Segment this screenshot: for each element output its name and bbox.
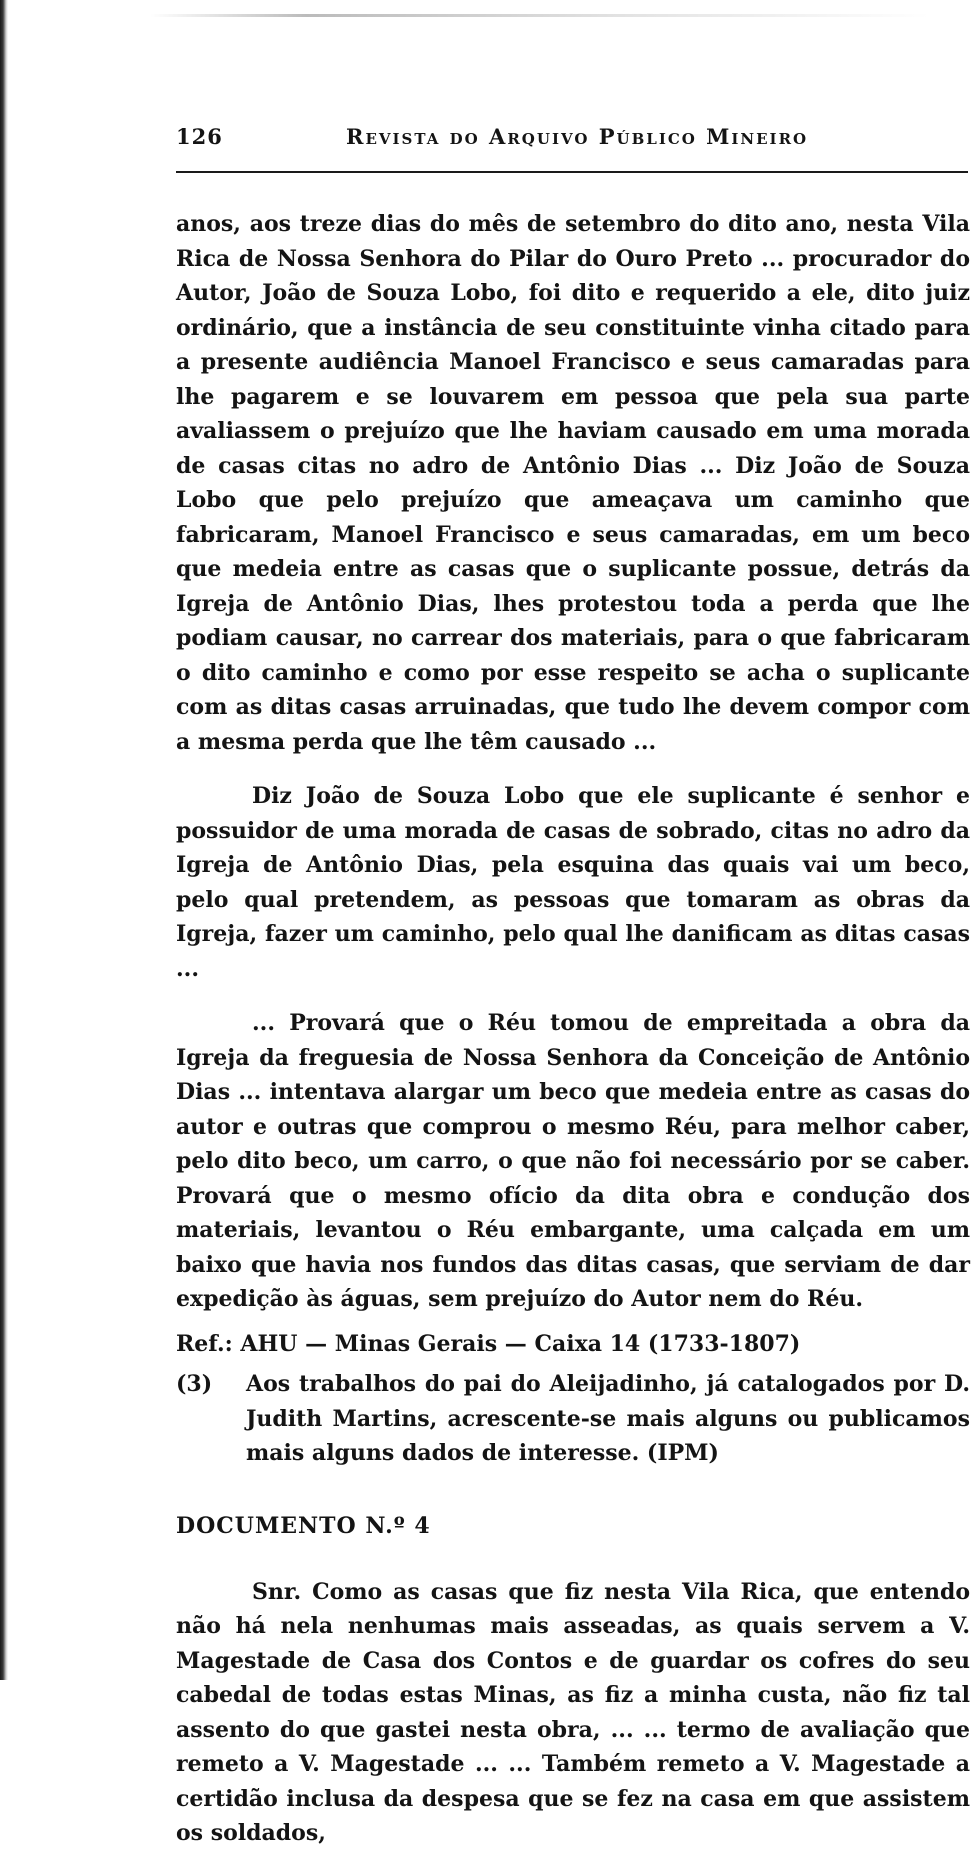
- body-paragraph-2: Diz João de Souza Lobo que ele suplicante é senhor e possuidor de uma morada de casas de sobrado, citas no adro da Igreja de Antônio Dias, pela esquina das quais vai um beco, pelo qual pretendem, as pessoas que tomaram as obras da Igreja, fazer um caminho, pelo qual lhe danificam as ditas casas ...: [176, 783, 970, 982]
- page-scan-edge: [0, 0, 8, 1680]
- body-paragraph-3: ... Provará que o Réu tomou de empreitada a obra da Igreja da freguesia de Nossa Senhora da Conceição de Antônio Dias ... intentava alargar um beco que medeia entre as casas do autor e outras que comprou o mesmo Réu, para melhor caber, pelo dito beco, um carro, o que não foi necessário por se caber. Provará que o mesmo ofício da dita obra e condução dos materiais, levantou o Réu embargante, uma calçada em um baixo que havia nos fundos das ditas casas, que serviam de dar expedição às águas, sem prejuízo do Autor nem do Réu.: [176, 1010, 970, 1312]
- reference-line: Ref.: AHU — Minas Gerais — Caixa 14 (1733-1807): [176, 1330, 801, 1357]
- scan-artifact: [150, 14, 930, 17]
- footnote: [176, 1367, 970, 1471]
- document-heading: DOCUMENTO N.º 4: [176, 1512, 431, 1539]
- document-paragraph: Snr. Como as casas que fiz nesta Vila Rica, que entendo não há nela nenhumas mais asseadas, as quais servem a V. Magestade de Casa dos Contos e de guardar os cofres do seu cabedal de todas estas Minas, as fiz a minha custa, não fiz tal assento do que gastei nesta obra, ... ... termo de avaliação que remeto a V. Magestade ... ... Também remeto a V. Magestade a certidão inclusa da despesa que se fez na casa em que assistem os soldados,: [176, 1578, 970, 1846]
- page-number: 126: [176, 124, 223, 149]
- journal-title: Revista do Arquivo Público Mineiro: [346, 124, 809, 149]
- footnote-number: (3): [176, 1371, 213, 1397]
- running-header: [176, 124, 970, 149]
- body-paragraph-1: anos, aos treze dias do mês de setembro do dito ano, nesta Vila Rica de Nossa Senhora do Pilar do Ouro Preto ... procurador do Autor, João de Souza Lobo, foi dito e requerido a ele, dito juiz ordinário, que a instância de seu constituinte vinha citado para a presente audiência Manoel Francisco e seus camaradas para lhe pagarem e se louvarem em pessoa que pela sua parte avaliassem o prejuízo que lhe haviam causado em uma morada de casas citas no adro de Antônio Dias ... Diz João de Souza Lobo que pelo prejuízo que ameaçava um caminho que fabricaram, Manoel Francisco e seus camaradas, em um beco que medeia entre as casas que o suplicante possue, detrás da Igreja de Antônio Dias, lhes protestou toda a perda que lhe podiam causar, no carrear dos materiais, para o que fabricaram o dito caminho e como por esse respeito se acha o suplicante com as ditas casas arruinadas, que tudo lhe devem compor com a mesma perda que lhe têm causado ...: [176, 211, 970, 755]
- header-rule: [176, 171, 968, 173]
- document-page: [176, 124, 970, 1851]
- footnote-text: Aos trabalhos do pai do Aleijadinho, já catalogados por D. Judith Martins, acrescente-se mais alguns ou publicamos mais alguns dados de interesse. (IPM): [246, 1371, 970, 1466]
